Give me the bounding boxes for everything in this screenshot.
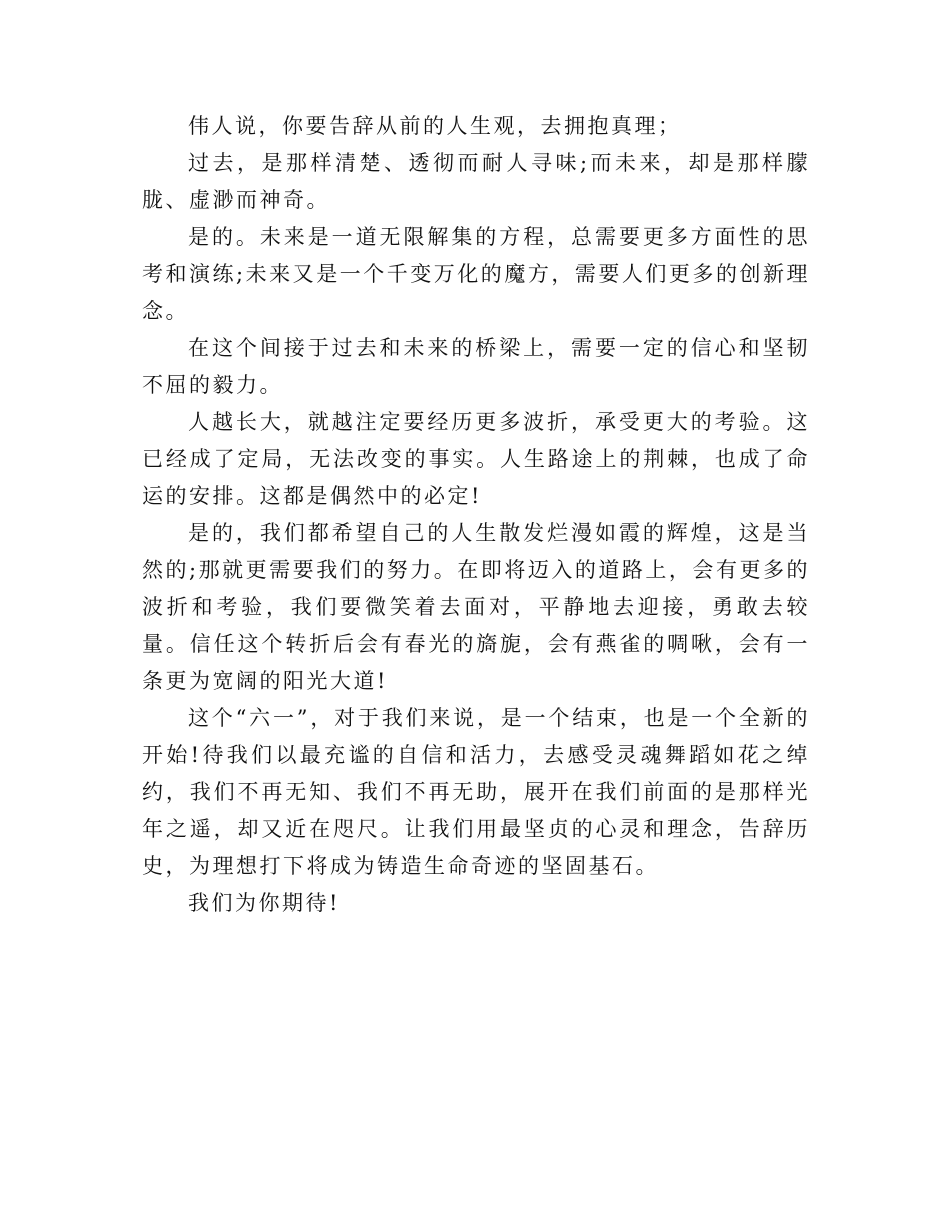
- paragraph-5: 人越长大，就越注定要经历更多波折，承受更大的考验。这已经成了定局，无法改变的事实。人生路途上的荆棘，也成了命运的安排。这都是偶然中的必定!: [142, 410, 810, 508]
- paragraph-3: 是的。未来是一道无限解集的方程，总需要更多方面性的思考和演练;未来又是一个千变万化的魔方，需要人们更多的创新理念。: [142, 225, 810, 323]
- paragraph-2: 过去，是那样清楚、透彻而耐人寻味;而未来，却是那样朦胧、虚渺而神奇。: [142, 151, 810, 212]
- paragraph-7: 这个“六一”，对于我们来说，是一个结束，也是一个全新的开始!待我们以最充谧的自信和活力，去感受灵魂舞蹈如花之绰约，我们不再无知、我们不再无助，展开在我们前面的是那样光年之遥，却又近在咫尺。让我们用最坚贞的心灵和理念，告辞历史，为理想打下将成为铸造生命奇迹的坚固基石。: [142, 706, 810, 878]
- paragraph-8: 我们为你期待!: [188, 891, 340, 915]
- paragraph-4: 在这个间接于过去和未来的桥梁上，需要一定的信心和坚韧不屈的毅力。: [142, 336, 810, 397]
- document-body: [142, 108, 810, 922]
- paragraph-6: 是的，我们都希望自己的人生散发烂漫如霞的辉煌，这是当然的;那就更需要我们的努力。在即将迈入的道路上，会有更多的波折和考验，我们要微笑着去面对，平静地去迎接，勇敢去较量。信任这个转折后会有春光的旖旎，会有燕雀的啁啾，会有一条更为宽阔的阳光大道!: [142, 521, 810, 693]
- paragraph-1: 伟人说，你要告辞从前的人生观，去拥抱真理；: [188, 114, 682, 138]
